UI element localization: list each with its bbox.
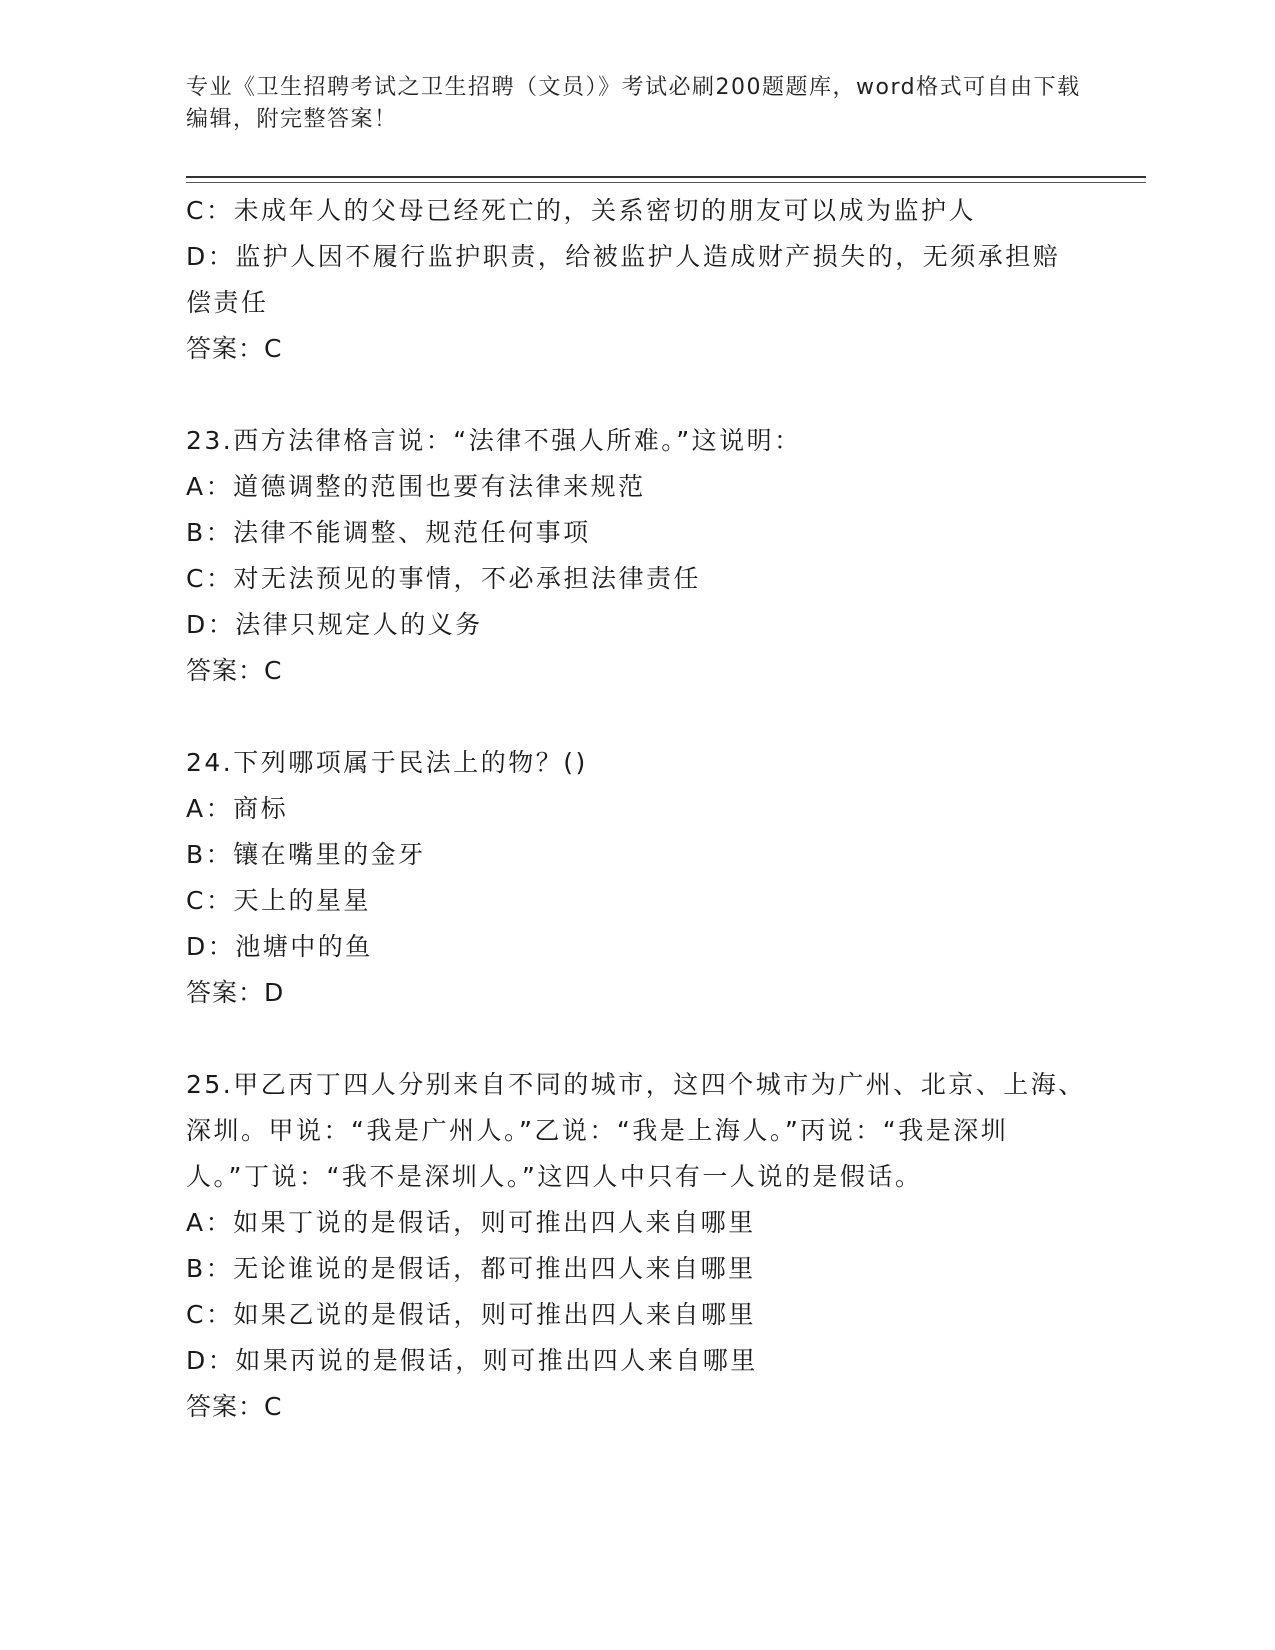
option-d: D：池塘中的鱼 [186, 932, 373, 961]
option-c: C：天上的星星 [186, 886, 371, 915]
question-stem: 24.下列哪项属于民法上的物？() [186, 748, 588, 777]
question-content [186, 188, 1086, 1430]
spacer [186, 372, 1086, 418]
document-header: 专业《卫生招聘考试之卫生招聘（文员）》考试必刷200题题库，word格式可自由下载编辑，附完整答案！ [186, 75, 1081, 132]
question-block-24 [186, 740, 1086, 1016]
option-b: B：镶在嘴里的金牙 [186, 840, 426, 869]
option-a: A：道德调整的范围也要有法律来规范 [186, 472, 646, 501]
spacer [186, 1016, 1086, 1062]
option-a: A：如果丁说的是假话，则可推出四人来自哪里 [186, 1208, 756, 1237]
question-block-23 [186, 418, 1086, 694]
option-c: C：对无法预见的事情，不必承担法律责任 [186, 564, 701, 593]
option-d: D：如果丙说的是假话，则可推出四人来自哪里 [186, 1346, 758, 1375]
option-c: C：如果乙说的是假话，则可推出四人来自哪里 [186, 1300, 756, 1329]
answer-line: 答案：C [186, 656, 283, 685]
option-d: D：监护人因不履行监护职责，给被监护人造成财产损失的，无须承担赔偿责任 [186, 242, 1061, 317]
question-stem: 25.甲乙丙丁四人分别来自不同的城市，这四个城市为广州、北京、上海、深圳。甲说：“我是广州人。”乙说：“我是上海人。”丙说：“我是深圳人。”丁说：“我不是深圳人。”这四人中只有一人说的是假话。 [186, 1070, 1086, 1191]
question-stem: 23.西方法律格言说：“法律不强人所难。”这说明： [186, 426, 802, 455]
option-a: A：商标 [186, 794, 289, 823]
answer-line: 答案：D [186, 978, 285, 1007]
spacer [186, 694, 1086, 740]
answer-line: 答案：C [186, 1392, 283, 1421]
option-d: D：法律只规定人的义务 [186, 610, 483, 639]
option-c: C：未成年人的父母已经死亡的，关系密切的朋友可以成为监护人 [186, 196, 976, 225]
header-divider-thin [186, 182, 1146, 183]
option-b: B：法律不能调整、规范任何事项 [186, 518, 591, 547]
question-block-25 [186, 1062, 1086, 1430]
header-divider-thick [186, 176, 1146, 178]
continued-question-block [186, 188, 1086, 372]
answer-line: 答案：C [186, 334, 283, 363]
option-b: B：无论谁说的是假话，都可推出四人来自哪里 [186, 1254, 756, 1283]
